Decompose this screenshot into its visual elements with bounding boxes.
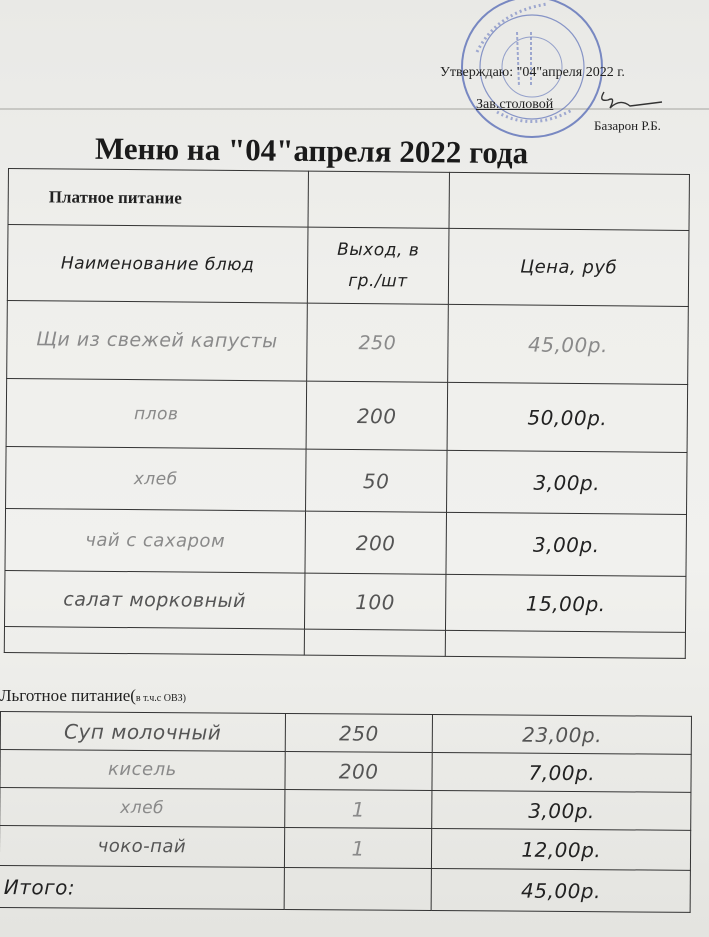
preferential-menu-table bbox=[0, 711, 692, 913]
dish-yield: 200 bbox=[306, 381, 448, 450]
column-header-yield: Выход, в гр./шт bbox=[307, 227, 449, 304]
dish-yield: 100 bbox=[304, 573, 446, 630]
column-header-name: Наименование блюд bbox=[7, 225, 307, 304]
dish-price: 15,00р. bbox=[445, 574, 685, 632]
table-row bbox=[0, 750, 691, 793]
dish-price: 3,00р. bbox=[446, 450, 687, 514]
signature-icon bbox=[596, 88, 666, 118]
total-label: Итого: bbox=[0, 865, 284, 909]
table-cell bbox=[308, 171, 450, 228]
dish-name: чоко-пай bbox=[0, 826, 284, 868]
dish-price: 23,00р. bbox=[433, 715, 692, 755]
dish-yield: 50 bbox=[305, 449, 447, 512]
table-row-total bbox=[0, 865, 690, 912]
total-value: 45,00р. bbox=[432, 869, 691, 913]
dish-name: Щи из свежей капусты bbox=[7, 300, 307, 381]
table-row bbox=[0, 712, 691, 755]
dish-price: 45,00р. bbox=[448, 304, 689, 384]
dish-price: 12,00р. bbox=[432, 829, 691, 871]
table-cell bbox=[4, 626, 304, 655]
dish-name: Суп молочный bbox=[0, 712, 285, 752]
dish-yield: 200 bbox=[305, 511, 447, 574]
approval-line: Утверждаю: "04"апреля 2022 г. bbox=[440, 65, 625, 80]
dish-yield: 250 bbox=[285, 713, 433, 752]
table-row bbox=[0, 788, 691, 831]
preferential-section-label bbox=[0, 686, 186, 706]
table-row bbox=[0, 826, 691, 871]
dish-yield: 200 bbox=[285, 751, 433, 790]
preferential-label-note: в т.ч.с ОВЗ) bbox=[135, 693, 186, 704]
dish-name: чай с сахаром bbox=[5, 508, 305, 573]
column-header-price: Цена, руб bbox=[448, 228, 689, 306]
dish-name: хлеб bbox=[0, 788, 285, 828]
preferential-label: Льготное питание( bbox=[0, 686, 136, 705]
dish-price: 50,00р. bbox=[447, 382, 688, 452]
dish-yield: 1 bbox=[284, 789, 432, 828]
table-row-empty bbox=[4, 626, 685, 658]
approval-head-title: Зав.столовой bbox=[476, 97, 554, 112]
dish-price: 7,00р. bbox=[432, 753, 691, 793]
table-cell bbox=[304, 629, 445, 656]
approval-head-name: Базарон Р.Б. bbox=[594, 118, 661, 133]
table-cell bbox=[449, 172, 689, 230]
paid-menu-table bbox=[4, 168, 690, 659]
table-cell bbox=[445, 630, 685, 658]
page-title: Меню на "04"апреля 2022 года bbox=[94, 130, 529, 171]
table-row bbox=[8, 169, 689, 231]
dish-name: салат морковный bbox=[4, 570, 304, 629]
table-row bbox=[5, 508, 687, 576]
dish-name: кисель bbox=[0, 750, 285, 790]
table-row bbox=[6, 446, 688, 514]
dish-name: плов bbox=[6, 378, 306, 449]
table-row bbox=[6, 378, 688, 452]
table-header-row bbox=[7, 225, 689, 307]
table-row bbox=[4, 570, 685, 632]
dish-price: 3,00р. bbox=[446, 512, 687, 576]
section-label-paid: Платное питание bbox=[8, 169, 308, 228]
dish-price: 3,00р. bbox=[432, 791, 691, 831]
table-cell bbox=[284, 867, 432, 910]
dish-yield: 250 bbox=[306, 303, 448, 382]
dish-yield: 1 bbox=[284, 827, 432, 868]
dish-name: хлеб bbox=[6, 446, 306, 511]
table-row bbox=[7, 300, 689, 384]
